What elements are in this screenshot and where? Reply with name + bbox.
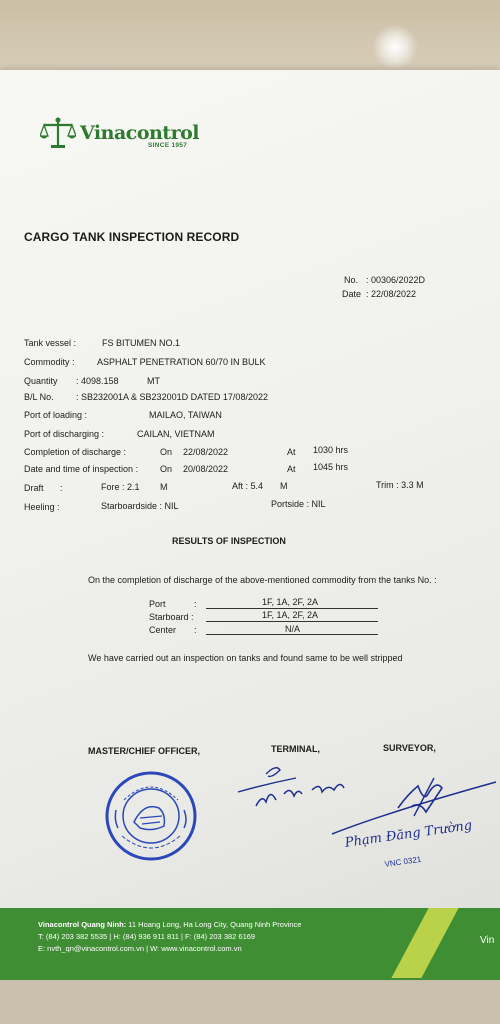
commodity-value: ASPHALT PENETRATION 60/70 IN BULK — [97, 357, 266, 367]
port-of-discharging-label: Port of discharging : — [24, 429, 105, 439]
footer-company: Vinacontrol Quang Ninh: — [38, 920, 127, 929]
port-tanks-label: Port — [149, 599, 166, 609]
terminal-signature-label: TERMINAL, — [271, 744, 320, 754]
commodity-label: Commodity : — [24, 357, 75, 367]
inspection-label: Date and time of inspection : — [24, 464, 139, 474]
tank-vessel-value: FS BITUMEN NO.1 — [102, 338, 181, 348]
quantity-value: : 4098.158 — [76, 376, 119, 386]
completion-at: At — [287, 447, 296, 457]
footer-address-line — [38, 920, 301, 929]
footer-web: E: nvth_qn@vinacontrol.com.vn | W: www.vinacontrol.com.vn — [38, 944, 242, 953]
quantity-unit: MT — [147, 376, 160, 386]
draft-trim: Trim : 3.3 M — [376, 480, 424, 490]
ship-stamp-seal — [104, 770, 198, 862]
logo-wordmark: Vinacontrol — [80, 122, 199, 144]
starboard-tanks-value: 1F, 1A, 2F, 2A — [262, 610, 319, 620]
heeling-portside: Portside : NIL — [271, 499, 326, 509]
completion-label: Completion of discharge : — [24, 447, 127, 457]
starboard-underline — [206, 621, 378, 622]
draft-colon: : — [60, 483, 63, 493]
surveyor-signature-label: SURVEYOR, — [383, 743, 436, 753]
ref-date-label: Date — [342, 289, 362, 299]
center-tanks-value: N/A — [285, 624, 301, 634]
draft-aft-unit: M — [280, 481, 288, 491]
center-tanks-colon: : — [194, 625, 197, 635]
draft-fore: Fore : 2.1 — [101, 482, 140, 492]
surveyor-code: VNC 0321 — [384, 854, 422, 869]
draft-aft: Aft : 5.4 — [232, 481, 264, 491]
scales-of-justice-icon — [40, 116, 76, 150]
inspection-on: On — [160, 464, 173, 474]
quantity-label: Quantity — [24, 376, 58, 386]
center-tanks-label: Center — [149, 625, 177, 635]
light-glare — [372, 24, 418, 70]
completion-on: On — [160, 447, 173, 457]
inspection-date: 20/08/2022 — [183, 464, 229, 474]
logo-since: SINCE 1957 — [148, 142, 188, 149]
surveyor-name: Phạm Đăng Trường — [344, 818, 474, 851]
completion-time: 1030 hrs — [313, 445, 349, 455]
port-of-loading-label: Port of loading : — [24, 410, 88, 420]
bl-value: : SB232001A & SB232001D DATED 17/08/2022 — [76, 392, 268, 402]
port-of-loading-value: MAILAO, TAIWAN — [149, 410, 222, 420]
ref-no-value: : 00306/2022D — [366, 275, 426, 285]
port-of-discharging-value: CAILAN, VIETNAM — [137, 429, 215, 439]
document-title: CARGO TANK INSPECTION RECORD — [24, 230, 240, 244]
footer-edge-text: Vin — [480, 935, 495, 946]
port-tanks-colon: : — [194, 599, 197, 609]
tank-vessel-label: Tank vessel : — [24, 338, 77, 348]
draft-fore-unit: M — [160, 482, 168, 492]
inspection-time: 1045 hrs — [313, 462, 349, 472]
results-intro: On the completion of discharge of the above-mentioned commodity from the tanks No. : — [88, 575, 437, 585]
draft-label: Draft — [24, 483, 44, 493]
starboard-tanks-label: Starboard : — [149, 612, 194, 622]
footer-phones: T: (84) 203 382 5535 | H: (84) 936 911 811 | F: (84) 203 382 6169 — [38, 932, 256, 941]
results-heading: RESULTS OF INSPECTION — [172, 536, 286, 546]
inspection-at: At — [287, 464, 296, 474]
results-conclusion: We have carried out an inspection on tanks and found same to be well stripped — [88, 653, 403, 663]
ref-date-value: : 22/08/2022 — [366, 289, 417, 299]
port-underline — [206, 608, 378, 609]
heeling-starboardside: Starboardside : NIL — [101, 501, 179, 511]
completion-date: 22/08/2022 — [183, 447, 229, 457]
center-underline — [206, 634, 378, 635]
bl-label: B/L No. — [24, 392, 54, 402]
ref-no-label: No. — [344, 275, 359, 285]
footer-address: 11 Hoang Long, Ha Long City, Quang Ninh Province — [128, 920, 302, 929]
heeling-label: Heeling : — [24, 502, 60, 512]
master-signature-label: MASTER/CHIEF OFFICER, — [88, 746, 200, 756]
port-tanks-value: 1F, 1A, 2F, 2A — [262, 597, 319, 607]
